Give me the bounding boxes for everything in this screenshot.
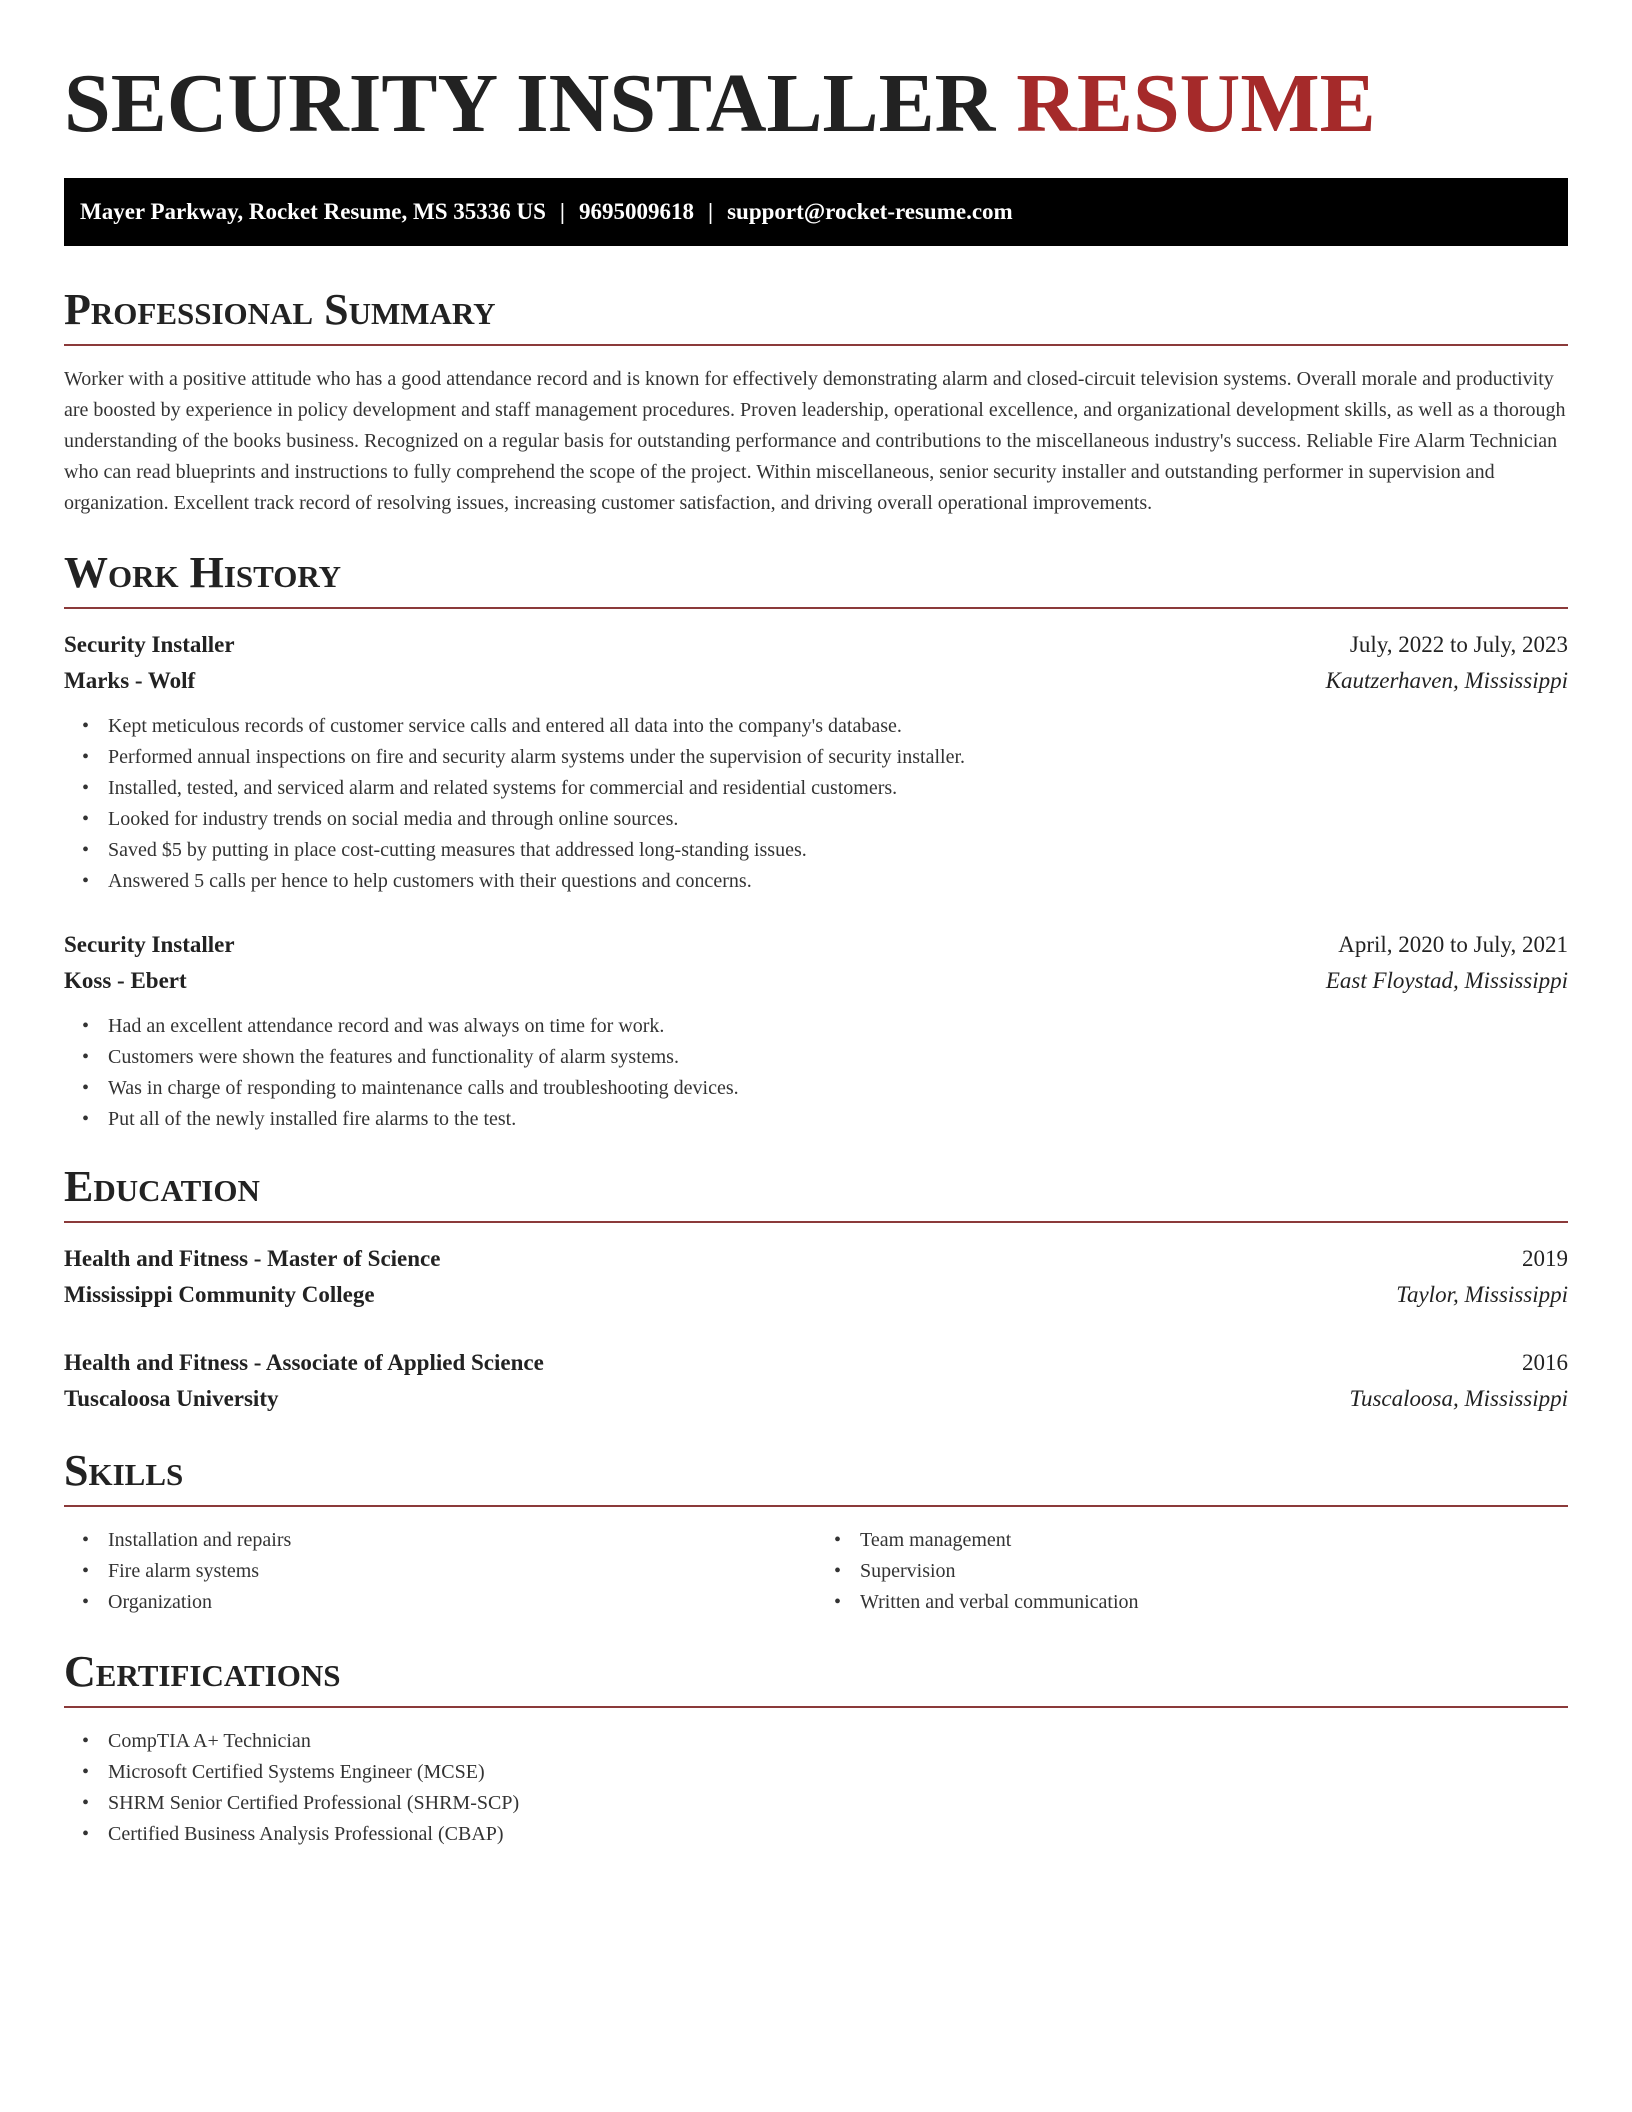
contact-phone: 9695009618 bbox=[579, 199, 694, 224]
job-duty-item: • Kept meticulous records of customer service calls and entered all data into the company's database. bbox=[108, 711, 1568, 742]
job-duty-item: • Put all of the newly installed fire alarms to the test. bbox=[108, 1104, 1568, 1135]
education-school-row bbox=[64, 1277, 1568, 1313]
skill-item: • Installation and repairs bbox=[108, 1525, 816, 1556]
education-entry bbox=[64, 1241, 1568, 1313]
education-degree: Health and Fitness - Associate of Applied Science bbox=[64, 1350, 544, 1375]
job-company: Marks - Wolf bbox=[64, 668, 196, 693]
skill-item: • Organization bbox=[108, 1587, 816, 1618]
section-heading-work-history: Work History bbox=[64, 548, 342, 597]
job-duty-item: • Was in charge of responding to maintenance calls and troubleshooting devices. bbox=[108, 1073, 1568, 1104]
contact-separator: | bbox=[559, 199, 565, 224]
summary-text: Worker with a positive attitude who has a good attendance record and is known for effectively demonstrating alarm and closed-circuit television systems. Overall morale and productivity are boosted by experience in policy development and staff management procedures. Proven leadership, operational excellence, and organizational development skills, as well as a thorough understanding of the books business. Recognized on a regular basis for outstanding performance and contributions to the miscellaneous industry's success. Reliable Fire Alarm Technician who can read blueprints and instructions to fully comprehend the scope of the project. Within miscellaneous, senior security installer and outstanding performer in supervision and organization. Excellent track record of resolving issues, increasing customer satisfaction, and driving overall operational improvements. bbox=[64, 368, 1566, 514]
skills-grid bbox=[64, 1525, 1568, 1618]
job-title: Security Installer bbox=[64, 932, 235, 957]
skill-item: • Written and verbal communication bbox=[860, 1587, 1568, 1618]
education-location: Tuscaloosa, Mississippi bbox=[1349, 1386, 1568, 1411]
resume-title bbox=[64, 54, 1568, 154]
resume-title-accent: RESUME bbox=[1016, 57, 1376, 150]
job-location: East Floystad, Mississippi bbox=[1325, 968, 1568, 993]
section-divider bbox=[64, 344, 1568, 346]
certifications-section bbox=[64, 1646, 1568, 1850]
job-company: Koss - Ebert bbox=[64, 968, 187, 993]
contact-address: Mayer Parkway, Rocket Resume, MS 35336 US bbox=[80, 199, 546, 224]
certification-item: • SHRM Senior Certified Professional (SHRM-SCP) bbox=[108, 1788, 1568, 1819]
section-heading-skills: Skills bbox=[64, 1446, 184, 1495]
section-divider bbox=[64, 1221, 1568, 1223]
job-header-row bbox=[64, 927, 1568, 963]
skills-list-right bbox=[816, 1525, 1568, 1618]
section-divider bbox=[64, 1706, 1568, 1708]
education-school: Mississippi Community College bbox=[64, 1282, 375, 1307]
summary-section bbox=[64, 284, 1568, 519]
education-header-row bbox=[64, 1241, 1568, 1277]
job-company-row bbox=[64, 963, 1568, 999]
contact-bar bbox=[64, 178, 1568, 246]
certification-item: • Microsoft Certified Systems Engineer (MCSE) bbox=[108, 1757, 1568, 1788]
job-duty-item: • Performed annual inspections on fire and security alarm systems under the supervision of security installer. bbox=[108, 742, 1568, 773]
job-duty-item: • Installed, tested, and serviced alarm and related systems for commercial and residential customers. bbox=[108, 773, 1568, 804]
certifications-list bbox=[64, 1726, 1568, 1850]
education-section bbox=[64, 1161, 1568, 1417]
skill-item: • Supervision bbox=[860, 1556, 1568, 1587]
section-divider bbox=[64, 1505, 1568, 1507]
education-school-row bbox=[64, 1381, 1568, 1417]
skills-list-left bbox=[64, 1525, 816, 1618]
contact-email: support@rocket-resume.com bbox=[727, 199, 1013, 224]
job-duty-item: • Saved $5 by putting in place cost-cutting measures that addressed long-standing issues. bbox=[108, 835, 1568, 866]
section-heading-summary: Professional Summary bbox=[64, 285, 496, 334]
section-heading-certifications: Certifications bbox=[64, 1647, 341, 1696]
job-duty-item: • Answered 5 calls per hence to help customers with their questions and concerns. bbox=[108, 866, 1568, 897]
job-entry bbox=[64, 627, 1568, 897]
job-duty-item: • Had an excellent attendance record and was always on time for work. bbox=[108, 1011, 1568, 1042]
education-location: Taylor, Mississippi bbox=[1396, 1282, 1568, 1307]
job-title: Security Installer bbox=[64, 632, 235, 657]
work-history-section bbox=[64, 547, 1568, 1135]
job-entry bbox=[64, 927, 1568, 1135]
job-duties-list bbox=[64, 711, 1568, 897]
resume-title-main: SECURITY INSTALLER bbox=[64, 57, 996, 150]
education-degree: Health and Fitness - Master of Science bbox=[64, 1246, 441, 1271]
job-duty-item: • Customers were shown the features and functionality of alarm systems. bbox=[108, 1042, 1568, 1073]
job-header-row bbox=[64, 627, 1568, 663]
job-dates: July, 2022 to July, 2023 bbox=[1349, 632, 1568, 657]
education-entry bbox=[64, 1345, 1568, 1417]
job-duty-item: • Looked for industry trends on social media and through online sources. bbox=[108, 804, 1568, 835]
certification-item: • CompTIA A+ Technician bbox=[108, 1726, 1568, 1757]
education-header-row bbox=[64, 1345, 1568, 1381]
skill-item: • Fire alarm systems bbox=[108, 1556, 816, 1587]
job-company-row bbox=[64, 663, 1568, 699]
job-dates: April, 2020 to July, 2021 bbox=[1338, 932, 1568, 957]
section-heading-education: Education bbox=[64, 1162, 260, 1211]
education-year: 2016 bbox=[1522, 1350, 1568, 1375]
job-duties-list bbox=[64, 1011, 1568, 1135]
contact-separator: | bbox=[708, 199, 714, 224]
education-school: Tuscaloosa University bbox=[64, 1386, 279, 1411]
job-location: Kautzerhaven, Mississippi bbox=[1325, 668, 1568, 693]
skill-item: • Team management bbox=[860, 1525, 1568, 1556]
skills-section bbox=[64, 1445, 1568, 1618]
certification-item: • Certified Business Analysis Professional (CBAP) bbox=[108, 1819, 1568, 1850]
education-year: 2019 bbox=[1522, 1246, 1568, 1271]
section-divider bbox=[64, 607, 1568, 609]
